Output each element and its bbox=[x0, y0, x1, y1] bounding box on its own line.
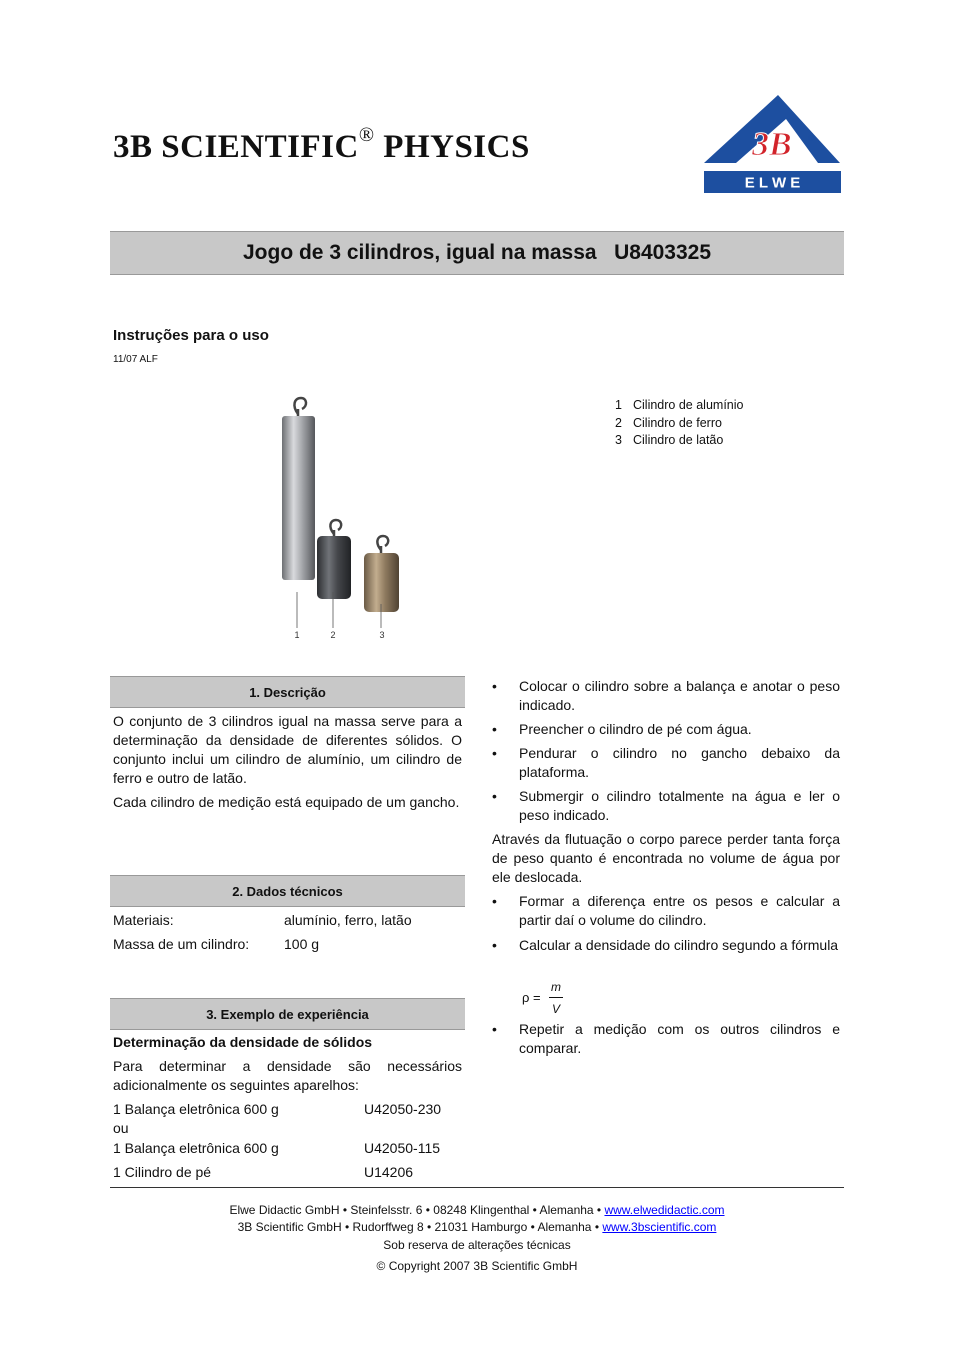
figure-label-2: 2 bbox=[330, 630, 336, 640]
procedure-bullet bbox=[492, 677, 840, 715]
document-code: 11/07 ALF bbox=[113, 354, 158, 365]
experiment-subheading: Determinação da densidade de sólidos bbox=[113, 1034, 373, 1050]
bullet-text: Submergir o cilindro totalmente na água e ler o peso indicado. bbox=[519, 788, 840, 823]
formula-rho: ρ bbox=[522, 990, 530, 1005]
procedure-bullet bbox=[492, 744, 840, 782]
legend-number: 1 bbox=[615, 398, 622, 412]
section-heading-experiment: 3. Exemplo de experiência bbox=[110, 998, 465, 1030]
legend-text: Cilindro de alumínio bbox=[633, 398, 744, 412]
legend-item bbox=[615, 415, 743, 433]
footer-address-3b bbox=[110, 1219, 844, 1237]
procedure-bullet bbox=[492, 1020, 840, 1058]
bullet-dot: • bbox=[492, 788, 497, 804]
legend-item bbox=[615, 432, 743, 450]
tech-value-mass: 100 g bbox=[284, 936, 320, 952]
brass-cylinder bbox=[364, 553, 399, 612]
formula-fraction-line bbox=[549, 997, 563, 998]
equipment-name: 1 Balança eletrônica 600 g bbox=[113, 1140, 279, 1156]
footer-rule bbox=[110, 1187, 844, 1188]
bullet-dot: • bbox=[492, 745, 497, 761]
equipment-code: U14206 bbox=[364, 1164, 414, 1180]
figure-label-3: 3 bbox=[379, 630, 385, 640]
bullet-text: Colocar o cilindro sobre a balança e anotar o peso indicado. bbox=[519, 678, 840, 713]
bullet-text: Repetir a medição com os outros cilindros e comparar. bbox=[519, 1021, 840, 1056]
hook-aluminium bbox=[294, 398, 306, 414]
bullet-text: Calcular a densidade do cilindro segundo a fórmula bbox=[519, 937, 839, 953]
equipment-name: 1 Balança eletrônica 600 g bbox=[113, 1101, 279, 1117]
experiment-intro: Para determinar a densidade são necessários adicionalmente os seguintes aparelhos: bbox=[113, 1058, 462, 1093]
brand-suffix: PHYSICS bbox=[374, 129, 530, 165]
elwe-3b-logo bbox=[700, 93, 844, 195]
registered-mark: ® bbox=[358, 124, 375, 146]
instructions-heading: Instruções para o uso bbox=[113, 327, 269, 344]
legend-item bbox=[615, 397, 743, 415]
logo-elwe-text: E L W E bbox=[744, 174, 801, 192]
footer-address-elwe bbox=[110, 1202, 844, 1220]
document-title: Jogo de 3 cilindros, igual na massa U8403325 bbox=[242, 241, 712, 264]
3bscientific-link[interactable]: www.3bscientific.com bbox=[602, 1220, 717, 1234]
legend-number: 2 bbox=[615, 415, 622, 430]
description-paragraph: O conjunto de 3 cilindros igual na massa serve para a determinação da densidade de diferentes sólidos. O conjunto inclui um cilindro de alumínio, um cilindro de ferro e outro de latão. bbox=[113, 713, 462, 786]
footer-copyright: © Copyright 2007 3B Scientific GmbH bbox=[376, 1259, 578, 1273]
bullet-text: Preencher o cilindro de pé com água. bbox=[519, 721, 752, 737]
formula-numerator: m bbox=[551, 980, 561, 994]
iron-cylinder bbox=[317, 536, 351, 599]
description-paragraph-hook: Cada cilindro de medição está equipado de um gancho. bbox=[113, 794, 460, 810]
procedure-bullet bbox=[492, 936, 840, 955]
footer-disclaimer: Sob reserva de alterações técnicas bbox=[383, 1238, 571, 1252]
bullet-text: Formar a diferença entre os pesos e calcular a partir daí o volume do cilindro. bbox=[519, 893, 840, 928]
legend-text: Cilindro de latão bbox=[633, 433, 724, 447]
equipment-or: ou bbox=[113, 1120, 129, 1136]
bullet-text: Pendurar o cilindro no gancho debaixo da plataforma. bbox=[519, 745, 840, 780]
bullet-dot: • bbox=[492, 1021, 497, 1037]
aluminium-cylinder bbox=[282, 416, 315, 580]
brand-title bbox=[113, 124, 530, 166]
elwedidactic-link[interactable]: www.elwedidactic.com bbox=[604, 1203, 725, 1217]
bullet-dot: • bbox=[492, 721, 497, 737]
equipment-name: 1 Cilindro de pé bbox=[113, 1164, 212, 1180]
hook-iron bbox=[330, 520, 341, 534]
legend-number: 3 bbox=[615, 433, 622, 447]
procedure-bullet bbox=[492, 892, 840, 930]
footer-address-text: Elwe Didactic GmbH • Steinfelsstr. 6 • 08248 Klingenthal • Alemanha • bbox=[229, 1203, 605, 1217]
legend-text: Cilindro de ferro bbox=[633, 415, 722, 430]
figure-label-1: 1 bbox=[294, 630, 300, 640]
equipment-code: U42050-115 bbox=[364, 1140, 441, 1156]
tech-value-materials: alumínio, ferro, latão bbox=[284, 912, 412, 928]
brand-prefix: 3B SCIENTIFIC bbox=[113, 129, 359, 165]
buoyancy-paragraph: Através da flutuação o corpo parece perder tanta força de peso quanto é encontrada no volume de água por ele deslocada. bbox=[492, 831, 840, 885]
tech-label-mass: Massa de um cilindro: bbox=[113, 936, 250, 952]
figure-legend bbox=[615, 397, 743, 450]
logo-3b-mark: 3B bbox=[752, 126, 792, 163]
formula-denominator: V bbox=[551, 1002, 560, 1016]
section-heading-technical-data: 2. Dados técnicos bbox=[110, 875, 465, 907]
cylinders-figure bbox=[270, 392, 420, 644]
bullet-dot: • bbox=[492, 937, 497, 953]
bullet-dot: • bbox=[492, 893, 497, 909]
footer-address-text: 3B Scientific GmbH • Rudorffweg 8 • 21031 Hamburgo • Alemanha • bbox=[237, 1220, 603, 1234]
hook-brass bbox=[377, 536, 388, 550]
equipment-code: U42050-230 bbox=[364, 1101, 442, 1117]
procedure-bullet bbox=[492, 787, 840, 825]
logo-registered-mark: ® bbox=[808, 134, 814, 143]
tech-label-materials: Materiais: bbox=[113, 912, 174, 928]
section-heading-description: 1. Descrição bbox=[110, 676, 465, 708]
bullet-dot: • bbox=[492, 678, 497, 694]
title-bar bbox=[110, 231, 844, 275]
formula-equals: = bbox=[533, 990, 541, 1005]
procedure-bullet bbox=[492, 720, 840, 739]
